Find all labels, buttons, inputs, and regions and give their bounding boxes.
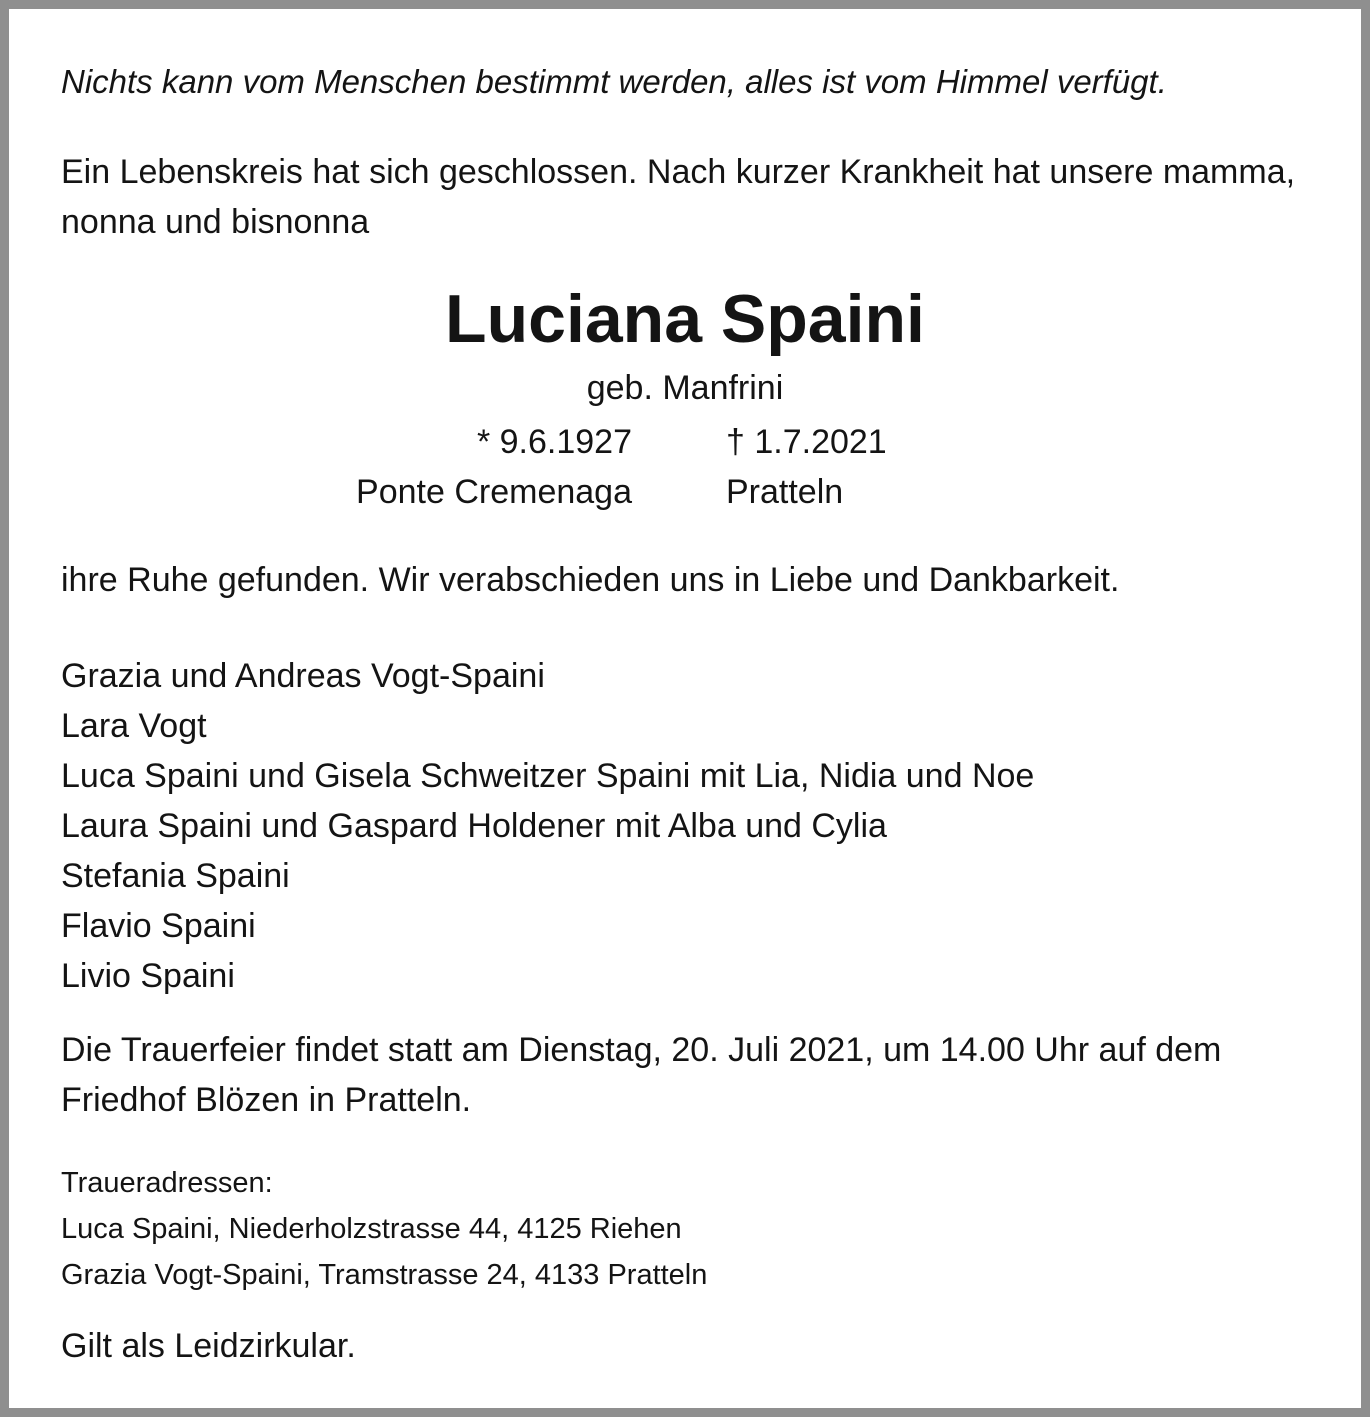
family-member: Flavio Spaini: [61, 907, 256, 945]
family-list: [61, 651, 1034, 1001]
family-member: Laura Spaini und Gaspard Holdener mit Alba und Cylia: [61, 807, 887, 845]
rest-text: ihre Ruhe gefunden. Wir verabschieden uns in Liebe und Dankbarkeit.: [61, 561, 1120, 599]
life-dates: [9, 417, 1361, 517]
death-place: Pratteln: [726, 473, 844, 511]
family-member: Livio Spaini: [61, 957, 235, 995]
maiden-name: geb. Manfrini: [586, 369, 784, 407]
family-member: Stefania Spaini: [61, 857, 290, 895]
motto-quote: Nichts kann vom Menschen bestimmt werden, alles ist vom Himmel verfügt.: [61, 63, 1167, 100]
addresses-heading: Traueradressen:: [61, 1167, 273, 1199]
addresses-list: [61, 1206, 707, 1298]
deceased-name: Luciana Spaini: [445, 281, 925, 357]
funeral-service-info: Die Trauerfeier findet statt am Dienstag, 20. Juli 2021, um 14.00 Uhr auf dem Friedhof Blözen in Pratteln.: [61, 1031, 1222, 1119]
death-date: † 1.7.2021: [726, 423, 887, 461]
birth-column: [356, 417, 632, 517]
birth-place: Ponte Cremenaga: [356, 473, 632, 511]
footer-note: Gilt als Leidzirkular.: [61, 1327, 356, 1365]
death-column: [726, 417, 887, 517]
address-item: Luca Spaini, Niederholzstrasse 44, 4125 Riehen: [61, 1213, 682, 1245]
address-item: Grazia Vogt-Spaini, Tramstrasse 24, 4133 Pratteln: [61, 1259, 708, 1291]
family-member: Grazia und Andreas Vogt-Spaini: [61, 657, 545, 695]
birth-date: * 9.6.1927: [476, 423, 632, 461]
intro-text: Ein Lebenskreis hat sich geschlossen. Nach kurzer Krankheit hat unsere mamma, nonna und bisnonna: [61, 153, 1296, 241]
family-member: Lara Vogt: [61, 707, 207, 745]
family-member: Luca Spaini und Gisela Schweitzer Spaini mit Lia, Nidia und Noe: [61, 757, 1035, 795]
